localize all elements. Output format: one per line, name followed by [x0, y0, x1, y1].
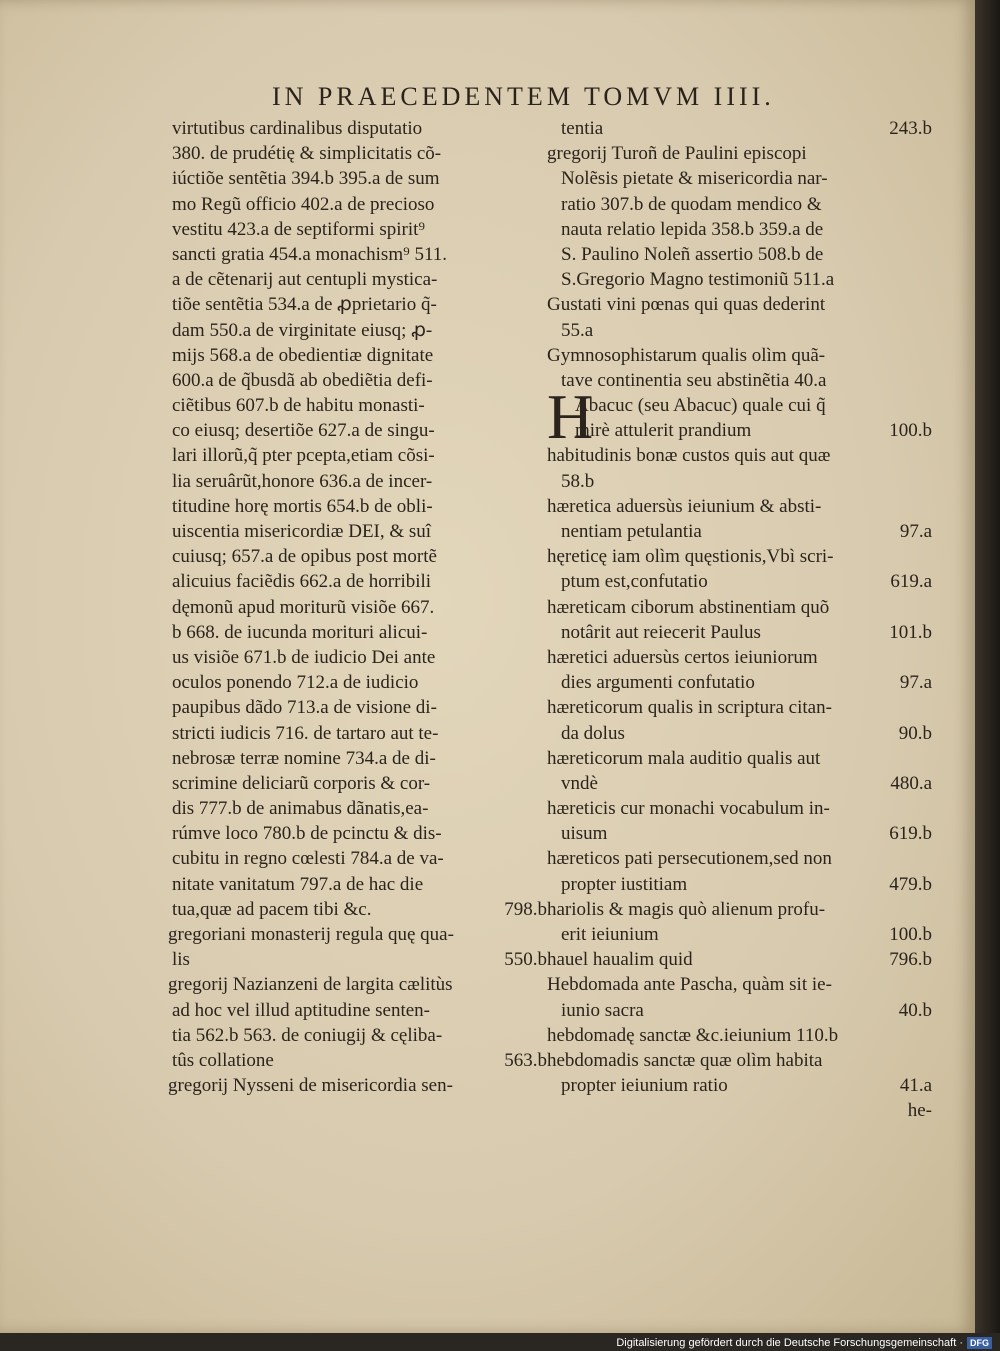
index-entry-text: scrimine deliciarũ corporis & cor-: [172, 772, 431, 794]
index-entry-text: Hebdomada ante Pascha, quàm sit ie-: [547, 974, 832, 996]
index-entry-line: [172, 141, 547, 166]
index-entry-line: [547, 267, 932, 292]
index-entry-text: hæretica aduersùs ieiunium & absti-: [547, 495, 822, 517]
index-page-ref: 798.b: [504, 898, 547, 920]
page-edge: [975, 0, 1000, 1333]
index-entry-line: [168, 922, 547, 947]
index-entry-text: lis: [172, 949, 190, 971]
footer-credit: [616, 1336, 992, 1350]
index-entry-text: Gustati vini pœnas qui quas dederint: [547, 294, 826, 316]
index-entry-line: [172, 116, 547, 141]
index-page-ref: 619.a: [890, 571, 932, 593]
index-entry-line: [172, 695, 547, 720]
index-page-ref: 97.a: [899, 672, 932, 694]
index-entry-line: [547, 166, 932, 191]
index-entry-line: [172, 998, 547, 1023]
index-entry-line: [547, 242, 932, 267]
index-entry-line: [547, 645, 932, 670]
index-column-left: [168, 116, 547, 1098]
index-entry-line: [547, 721, 932, 746]
index-entry-text: ptum est,confutatio: [561, 571, 708, 593]
index-entry-line: [172, 947, 547, 972]
index-entry-text: iúctiõe sentẽtia 394.b 395.a de sum: [172, 168, 440, 190]
index-entry-line: [547, 947, 932, 972]
index-entry-text: 600.a de q̃busdã ab obediẽtia defi-: [172, 369, 433, 391]
index-entry-line: [172, 569, 547, 594]
index-entry-line: [172, 393, 547, 418]
index-entry-text: uisum: [561, 823, 608, 845]
index-entry-line: [172, 670, 547, 695]
index-entry-text: cubitu in regno cœlesti 784.a de va-: [172, 848, 444, 870]
index-entry-text: cuiusq; 657.a de opibus post mortẽ: [172, 546, 437, 568]
index-entry-text: ratio 307.b de quodam mendico &: [561, 193, 822, 215]
index-entry-line: [172, 443, 547, 468]
index-entry-line: [172, 469, 547, 494]
index-page-ref: 41.a: [899, 1075, 932, 1097]
index-entry-text: tua,quæ ad pacem tibi &c.: [172, 898, 372, 920]
index-entry-line: [172, 242, 547, 267]
index-column-right: [547, 116, 932, 1124]
index-entry-line: [172, 595, 547, 620]
index-page-ref: 550.b: [504, 949, 547, 971]
index-entry-line: [172, 771, 547, 796]
index-page-ref: 480.a: [890, 772, 932, 794]
index-entry-line: [168, 1073, 547, 1098]
index-entry-line: [172, 846, 547, 871]
index-entry-line: [547, 620, 932, 645]
index-entry-line: [547, 897, 932, 922]
index-entry-text: uiscentia misericordiæ DEI, & suî: [172, 521, 432, 542]
index-entry-text: propter ieiunium ratio: [561, 1075, 728, 1097]
index-entry-text: stricti iudicis 716. de tartaro aut te-: [172, 722, 439, 744]
index-entry-line: [172, 796, 547, 821]
index-entry-line: [547, 393, 932, 418]
index-entry-line: [547, 1098, 932, 1123]
index-entry-text: rúmve loco 780.b de pcinctu & dis-: [172, 823, 442, 845]
index-entry-text: a de cẽtenarij aut centupli mystica-: [172, 269, 438, 291]
index-entry-text: Gymnosophistarum qualis olìm quã-: [547, 344, 826, 366]
index-entry-line: [547, 116, 932, 141]
index-entry-line: [172, 343, 547, 368]
index-entry-text: vestitu 423.a de septiformi spirit⁹: [172, 218, 426, 240]
index-entry-text: nentiam petulantia: [561, 521, 702, 542]
index-entry-text: nebrosæ terræ nomine 734.a de di-: [172, 747, 436, 769]
index-entry-text: hebdomadę sanctæ &c.ieiunium 110.b: [547, 1024, 839, 1046]
index-entry-line: [172, 166, 547, 191]
index-entry-line: [172, 494, 547, 519]
index-entry-text: S.Gregorio Magno testimoniũ 511.a: [561, 269, 835, 291]
index-entry-line: [172, 821, 547, 846]
index-entry-text: ciẽtibus 607.b de habitu monasti-: [172, 395, 425, 417]
index-entry-line: [547, 670, 932, 695]
index-entry-text: hæreticos pati persecutionem,sed non: [547, 848, 832, 870]
index-entry-text: titudine horę mortis 654.b de obli-: [172, 495, 433, 517]
index-entry-line: [547, 771, 932, 796]
index-entry-text: co eiusq; desertiõe 627.a de singu-: [172, 420, 435, 442]
index-entry-text: hæreticorum mala auditio qualis aut: [547, 747, 821, 769]
index-entry-line: [172, 872, 547, 897]
index-entry-line: [172, 292, 547, 317]
index-entry-text: paupibus dãdo 713.a de visione di-: [172, 697, 437, 719]
index-entry-text: hebdomadis sanctæ quæ olìm habita: [547, 1049, 823, 1071]
index-entry-text: gregoriani monasterij regula quę qua-: [168, 924, 454, 945]
index-entry-line: [172, 192, 547, 217]
index-entry-text: lia seruârũt,honore 636.a de incer-: [172, 470, 433, 492]
index-page-ref: 101.b: [889, 621, 932, 643]
index-entry-text: us visiõe 671.b de iudicio Dei ante: [172, 646, 436, 668]
index-entry-line: [547, 368, 932, 393]
index-entry-line: [547, 922, 932, 947]
page-header: IN PRAECEDENTEM TOMVM IIII.: [272, 82, 775, 111]
index-entry-text: Nolẽsis pietate & misericordia nar-: [561, 168, 828, 190]
index-page-ref: 243.b: [889, 118, 932, 139]
index-entry-text: lari illorũ,q̃ pter pcepta,etiam cõsi-: [172, 445, 435, 467]
index-entry-text: propter iustitiam: [561, 873, 688, 895]
index-page-ref: 563.b: [504, 1049, 547, 1071]
index-entry-text: tentia: [561, 118, 604, 139]
index-entry-line: [547, 1048, 932, 1073]
index-entry-line: [172, 620, 547, 645]
index-entry-text: mo Regũ officio 402.a de precioso: [172, 193, 435, 215]
index-entry-text: vndè: [561, 772, 598, 794]
index-entry-text: S. Paulino Noleñ assertio 508.b de: [561, 243, 824, 265]
index-entry-text: erit ieiunium: [561, 924, 659, 945]
index-entry-line: [547, 569, 932, 594]
index-entry-text: hæretici aduersùs certos ieiuniorum: [547, 646, 818, 668]
index-entry-text: ad hoc vel illud aptitudine senten-: [172, 999, 431, 1021]
index-entry-text: dęmonũ apud moriturũ visiõe 667.: [172, 596, 435, 618]
index-entry-line: [547, 595, 932, 620]
index-entry-text: da dolus: [561, 722, 625, 744]
index-entry-text: virtutibus cardinalibus disputatio: [172, 118, 423, 139]
index-entry-text: alicuius faciẽdis 662.a de horribili: [172, 571, 432, 593]
index-entry-text: Abacuc (seu Abacuc) quale cui q̃: [575, 395, 826, 417]
index-entry-line: [547, 1073, 932, 1098]
index-entry-line: [547, 821, 932, 846]
index-entry-line: [547, 469, 932, 494]
index-entry-text: hæreticis cur monachi vocabulum in-: [547, 798, 830, 820]
index-page-ref: 100.b: [889, 924, 932, 945]
index-entry-line: [547, 1023, 932, 1048]
index-entry-line: [547, 544, 932, 569]
index-page-ref: 90.b: [898, 722, 932, 744]
index-entry-text: mirè attulerit prandium: [575, 420, 752, 442]
index-entry-text: hariolis & magis quò alienum profu-: [547, 898, 826, 920]
index-entry-text: notârit aut reiecerit Paulus: [561, 621, 761, 643]
index-entry-text: dam 550.a de virginitate eiusq; ꝓ-: [172, 319, 433, 341]
index-entry-line: [172, 368, 547, 393]
index-entry-line: [172, 721, 547, 746]
dfg-logo-icon: DFG: [967, 1337, 992, 1349]
index-page-ref: 100.b: [889, 420, 932, 442]
index-page-ref: 796.b: [889, 949, 932, 971]
index-entry-text: tave continentia seu abstinẽtia 40.a: [561, 369, 827, 391]
index-page-ref: he-: [907, 1100, 932, 1122]
index-entry-text: hæreticorum qualis in scriptura citan-: [547, 697, 832, 719]
index-entry-line: [172, 897, 547, 922]
drop-capital: H: [547, 381, 594, 452]
index-entry-line: [547, 494, 932, 519]
index-entry-text: habitudinis bonæ custos quis aut quæ: [547, 445, 831, 467]
index-entry-line: [547, 519, 932, 544]
index-entry-line: [547, 695, 932, 720]
index-page-ref: 619.b: [889, 823, 932, 845]
index-entry-line: [547, 998, 932, 1023]
index-entry-line: [172, 746, 547, 771]
index-entry-text: hauel haualim quid: [547, 949, 693, 971]
index-entry-text: gregorij Nysseni de misericordia sen-: [168, 1075, 453, 1097]
index-entry-line: [172, 267, 547, 292]
index-entry-text: tûs collatione: [172, 1049, 274, 1071]
index-entry-text: dis 777.b de animabus dãnatis,ea-: [172, 798, 429, 820]
index-entry-line: [547, 217, 932, 242]
index-entry-text: tia 562.b 563. de coniugij & cęliba-: [172, 1024, 443, 1046]
index-entry-line: [547, 292, 932, 317]
index-entry-text: gregorij Turoñ de Paulini episcopi: [547, 143, 807, 165]
index-entry-line: [172, 544, 547, 569]
index-entry-text: sancti gratia 454.a monachism⁹ 511.: [172, 243, 448, 265]
index-entry-line: [172, 318, 547, 343]
index-entry-text: b 668. de iucunda morituri alicui-: [172, 621, 428, 643]
index-entry-line: [547, 443, 932, 468]
index-entry-line: [172, 418, 547, 443]
index-entry-text: iunio sacra: [561, 999, 644, 1021]
index-entry-text: hæreticam ciborum abstinentiam quõ: [547, 596, 830, 618]
index-entry-line: [168, 972, 547, 997]
index-entry-line: [172, 645, 547, 670]
index-entry-text: hęreticę iam olìm quęstionis,Vbì scri-: [547, 546, 834, 568]
index-entry-line: [547, 192, 932, 217]
index-entry-text: gregorij Nazianzeni de largita cælitùs: [168, 974, 453, 996]
index-entry-text: nitate vanitatum 797.a de hac die: [172, 873, 424, 895]
index-entry-text: nauta relatio lepida 358.b 359.a de: [561, 218, 824, 240]
index-entry-text: oculos ponendo 712.a de iudicio: [172, 672, 419, 694]
index-entry-text: 58.b: [561, 470, 595, 492]
index-entry-line: [547, 846, 932, 871]
index-entry-line: [547, 746, 932, 771]
index-entry-line: [547, 318, 932, 343]
index-page-ref: 479.b: [889, 873, 932, 895]
index-entry-text: 380. de prudétię & simplicitatis cõ-: [172, 143, 442, 165]
index-entry-line: [172, 217, 547, 242]
index-entry-line: [172, 1048, 547, 1073]
footer-credit-text: Digitalisierung gefördert durch die Deutsche Forschungsgemeinschaft ·: [616, 1337, 963, 1349]
index-entry-text: mijs 568.a de obedientiæ dignitate: [172, 344, 434, 366]
index-entry-text: tiõe sentẽtia 534.a de ꝓprietario q̃-: [172, 294, 437, 316]
index-entry-text: 55.a: [561, 319, 594, 341]
index-entry-line: [547, 796, 932, 821]
index-entry-line: [172, 519, 547, 544]
index-entry-text: dies argumenti confutatio: [561, 672, 755, 694]
index-entry-line: [547, 872, 932, 897]
index-entry-line: [172, 1023, 547, 1048]
index-entry-line: [547, 972, 932, 997]
index-page-ref: 97.a: [899, 521, 932, 542]
index-entry-line: [547, 141, 932, 166]
index-entry-line: [547, 418, 932, 443]
index-entry-line: [547, 343, 932, 368]
index-page-ref: 40.b: [898, 999, 932, 1021]
